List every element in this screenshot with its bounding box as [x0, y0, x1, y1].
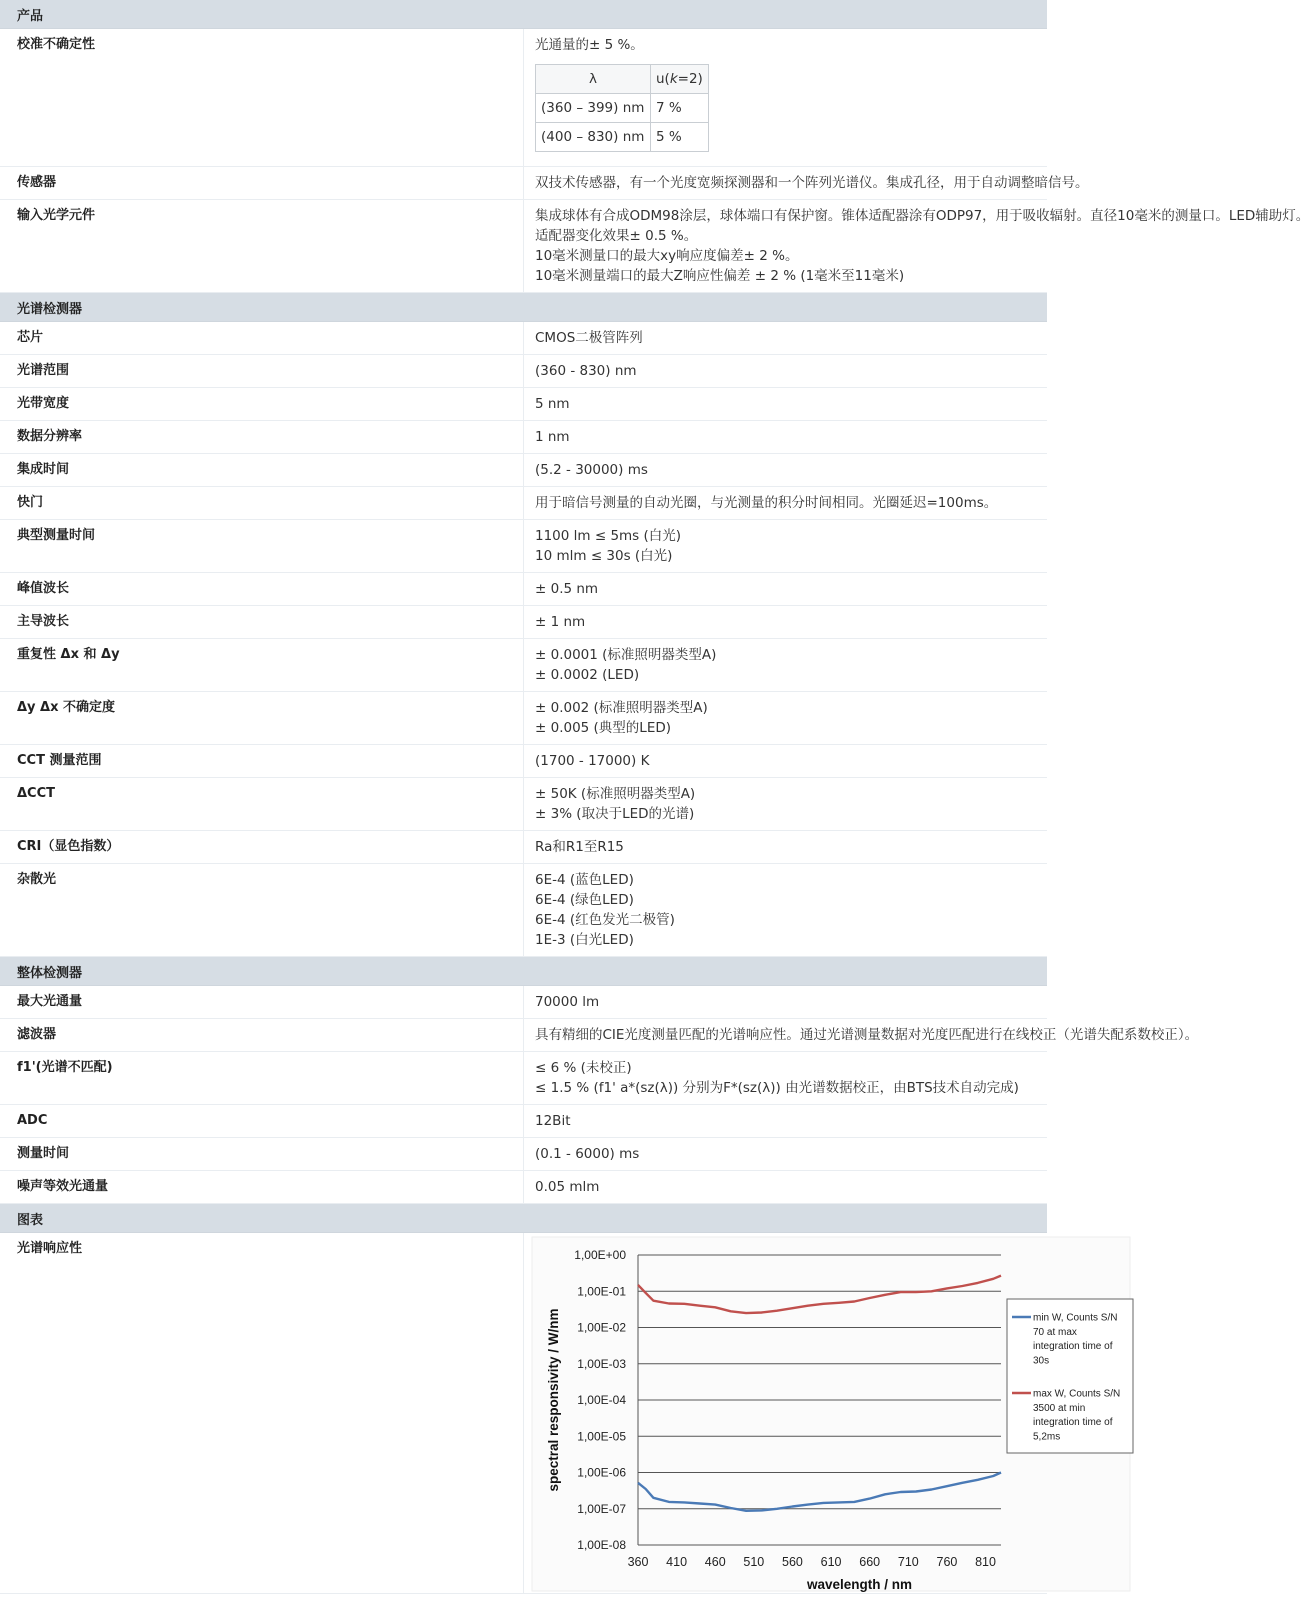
row-label: CRI（显色指数）	[0, 831, 524, 864]
row-label: 峰值波长	[0, 573, 524, 606]
value-line: 0.05 mlm	[535, 1179, 600, 1195]
range-cell: (360 – 399) nm	[536, 94, 651, 123]
row-value	[524, 692, 1048, 745]
spec-row	[0, 388, 1047, 421]
header-lambda: λ	[536, 65, 651, 94]
section-header-spectral	[0, 293, 1047, 322]
row-value	[524, 421, 1048, 454]
value-line: ± 0.002 (标准照明器类型A)	[535, 700, 708, 716]
value-line: 1E-3 (白光LED)	[535, 932, 634, 948]
x-tick-label: 460	[704, 1555, 726, 1569]
row-value	[524, 745, 1048, 778]
value-line: 6E-4 (红色发光二极管)	[535, 912, 675, 928]
value-line: ± 0.005 (典型的LED)	[535, 720, 672, 736]
value-line: 10 mlm ≤ 30s (白光)	[535, 548, 673, 564]
spec-row	[0, 487, 1047, 520]
spec-row	[0, 864, 1047, 957]
spec-row-input-optics	[0, 200, 1047, 293]
uncertainty-row	[536, 94, 709, 123]
spectral-responsivity-chart	[524, 1233, 1144, 1593]
row-value	[524, 487, 1048, 520]
y-tick-label: 1,00E-04	[577, 1393, 626, 1407]
uncertainty-header-row	[536, 65, 709, 94]
value-line: 6E-4 (蓝色LED)	[535, 872, 634, 888]
x-axis-label: wavelength / nm	[806, 1577, 913, 1592]
row-label: 杂散光	[0, 864, 524, 957]
value-line: ≤ 6 % (未校正)	[535, 1060, 632, 1076]
row-value	[524, 200, 1309, 293]
row-label: 噪声等效光通量	[0, 1171, 524, 1204]
spec-row	[0, 573, 1047, 606]
value-line: 10毫米测量口的最大xy响应度偏差± 2 %。	[535, 248, 799, 264]
spec-row	[0, 745, 1047, 778]
x-tick-label: 810	[975, 1555, 996, 1569]
row-label: Δy Δx 不确定度	[0, 692, 524, 745]
y-tick-label: 1,00E-03	[577, 1356, 626, 1371]
row-label: CCT 测量范围	[0, 745, 524, 778]
y-tick-label: 1,00E-05	[577, 1429, 626, 1444]
row-value	[524, 520, 1048, 573]
row-value	[524, 864, 1048, 957]
spec-row	[0, 520, 1047, 573]
value-line: ± 50K (标准照明器类型A)	[535, 786, 696, 802]
row-value	[524, 29, 1048, 167]
value-line: (360 - 830) nm	[535, 363, 637, 379]
value-line: 光通量的± 5 %。	[535, 37, 644, 53]
value-line: Ra和R1至R15	[535, 839, 624, 855]
legend-text: 3500 at min	[1033, 1402, 1086, 1414]
value-line: 用于暗信号测量的自动光圈，与光测量的积分时间相同。光圈延迟=100ms。	[535, 495, 998, 511]
y-tick-label: 1,00E-02	[577, 1320, 626, 1335]
value-line: ± 3% (取决于LED的光谱)	[535, 806, 695, 822]
spec-row	[0, 831, 1047, 864]
section-title: 整体检测器	[0, 957, 1047, 986]
value-line: ≤ 1.5 % (f1' a*(sz(λ)) 分别为F*(sz(λ)) 由光谱数据校正，由BTS技术自动完成)	[535, 1080, 1019, 1096]
legend-text: max W, Counts S/N	[1033, 1388, 1121, 1400]
uncertainty-row	[536, 123, 709, 152]
value-line: (1700 - 17000) K	[535, 753, 650, 769]
spec-row	[0, 639, 1047, 692]
row-value	[524, 1138, 1048, 1171]
row-label: 主导波长	[0, 606, 524, 639]
x-tick-label: 410	[666, 1555, 688, 1569]
chart-container	[524, 1233, 1121, 1593]
spec-row	[0, 1052, 1047, 1105]
value-line: (0.1 - 6000) ms	[535, 1146, 640, 1162]
spec-row	[0, 606, 1047, 639]
row-value	[524, 986, 1048, 1019]
spec-row-calibration	[0, 29, 1047, 167]
row-value	[524, 606, 1048, 639]
value-line: 双技术传感器，有一个光度宽频探测器和一个阵列光谱仪。集成孔径，用于自动调整暗信号。	[535, 175, 1089, 191]
row-label: 光带宽度	[0, 388, 524, 421]
value-line: 1 nm	[535, 429, 570, 445]
value-line: CMOS二极管阵列	[535, 330, 643, 346]
row-value	[524, 639, 1048, 692]
x-tick-label: 760	[936, 1555, 958, 1569]
section-title: 产品	[0, 0, 1047, 29]
u-cell: 5 %	[651, 123, 709, 152]
y-tick-label: 1,00E-08	[577, 1538, 626, 1552]
spec-row	[0, 1171, 1047, 1204]
row-value	[524, 1052, 1048, 1105]
spec-row	[0, 778, 1047, 831]
spec-row	[0, 1138, 1047, 1171]
row-value	[524, 454, 1048, 487]
row-value	[524, 778, 1048, 831]
spec-row	[0, 1019, 1047, 1052]
row-label: ADC	[0, 1105, 524, 1138]
value-line: 适配器变化效果± 0.5 %。	[535, 228, 698, 244]
spec-row-sensor	[0, 167, 1047, 200]
section-header-integral	[0, 957, 1047, 986]
spec-row	[0, 421, 1047, 454]
value-line: 70000 lm	[535, 994, 600, 1010]
row-value	[524, 355, 1048, 388]
row-value	[524, 1105, 1048, 1138]
spec-row	[0, 454, 1047, 487]
y-axis-label: spectral responsivity / W/nm	[546, 1308, 561, 1492]
row-label: 传感器	[0, 167, 524, 200]
row-label: 光谱响应性	[0, 1233, 524, 1594]
row-value	[524, 167, 1089, 200]
spec-row	[0, 322, 1047, 355]
row-label: 重复性 Δx 和 Δy	[0, 639, 524, 692]
row-label: 光谱范围	[0, 355, 524, 388]
spec-row	[0, 692, 1047, 745]
section-title: 图表	[0, 1204, 1047, 1233]
row-value	[524, 322, 1048, 355]
header-u-suffix: =2)	[677, 71, 703, 87]
row-label: 输入光学元件	[0, 200, 524, 293]
row-label: 滤波器	[0, 1019, 524, 1052]
row-label: 最大光通量	[0, 986, 524, 1019]
row-value	[524, 1171, 1048, 1204]
spec-row	[0, 1105, 1047, 1138]
value-line: ± 0.5 nm	[535, 581, 599, 597]
value-line: ± 1 nm	[535, 614, 586, 630]
y-tick-label: 1,00E+00	[574, 1248, 626, 1262]
legend-text: integration time of	[1033, 1417, 1113, 1429]
value-line: ± 0.0002 (LED)	[535, 667, 640, 683]
row-label: 芯片	[0, 322, 524, 355]
section-header-chart	[0, 1204, 1047, 1233]
x-tick-label: 510	[743, 1555, 765, 1569]
row-label: 数据分辨率	[0, 421, 524, 454]
row-label: f1'(光谱不匹配)	[0, 1052, 524, 1105]
value-line: ± 0.0001 (标准照明器类型A)	[535, 647, 717, 663]
value-line: (5.2 - 30000) ms	[535, 462, 648, 478]
header-u-k: k	[669, 71, 678, 87]
value-line: 10毫米测量端口的最大Z响应性偏差 ± 2 % (1毫米至11毫米)	[535, 268, 905, 284]
row-value	[524, 388, 1048, 421]
row-value	[524, 1233, 1121, 1594]
row-label: 校准不确定性	[0, 29, 524, 167]
value-line: 12Bit	[535, 1113, 571, 1129]
row-label: 测量时间	[0, 1138, 524, 1171]
value-line: 5 nm	[535, 396, 570, 412]
x-tick-label: 610	[820, 1555, 842, 1569]
uncertainty-table	[535, 64, 709, 152]
x-tick-label: 560	[782, 1555, 803, 1569]
row-value	[524, 1019, 1199, 1052]
row-label: 典型测量时间	[0, 520, 524, 573]
section-header-product	[0, 0, 1047, 29]
row-value	[524, 831, 1048, 864]
legend-text: 70 at max	[1033, 1326, 1077, 1338]
row-label: 集成时间	[0, 454, 524, 487]
header-u-prefix: u(	[656, 71, 670, 87]
y-tick-label: 1,00E-01	[577, 1284, 626, 1299]
value-line: 具有精细的CIE光度测量匹配的光谱响应性。通过光谱测量数据对光度匹配进行在线校正（光谱失配系数校正）。	[535, 1027, 1199, 1043]
legend-text: integration time of	[1033, 1341, 1113, 1353]
header-u	[651, 65, 709, 94]
spec-row-chart	[0, 1233, 1047, 1594]
y-tick-label: 1,00E-06	[577, 1465, 626, 1480]
value-line: 1100 lm ≤ 5ms (白光)	[535, 528, 682, 544]
legend-text: 30s	[1033, 1355, 1050, 1367]
legend-text: 5,2ms	[1033, 1431, 1061, 1443]
u-cell: 7 %	[651, 94, 709, 123]
value-line: 集成球体有合成ODM98涂层，球体端口有保护窗。锥体适配器涂有ODP97，用于吸收辐射。直径10毫米的测量口。LED辅助灯。	[535, 208, 1309, 224]
x-tick-label: 360	[627, 1555, 649, 1569]
x-tick-label: 660	[859, 1555, 881, 1569]
legend-text: min W, Counts S/N	[1033, 1312, 1118, 1324]
spec-row	[0, 355, 1047, 388]
spec-row	[0, 986, 1047, 1019]
row-label: 快门	[0, 487, 524, 520]
y-tick-label: 1,00E-07	[577, 1501, 626, 1516]
row-value	[524, 573, 1048, 606]
section-title: 光谱检测器	[0, 293, 1047, 322]
value-line: 6E-4 (绿色LED)	[535, 892, 634, 908]
x-tick-label: 710	[897, 1555, 919, 1569]
row-label: ΔCCT	[0, 778, 524, 831]
range-cell: (400 – 830) nm	[536, 123, 651, 152]
